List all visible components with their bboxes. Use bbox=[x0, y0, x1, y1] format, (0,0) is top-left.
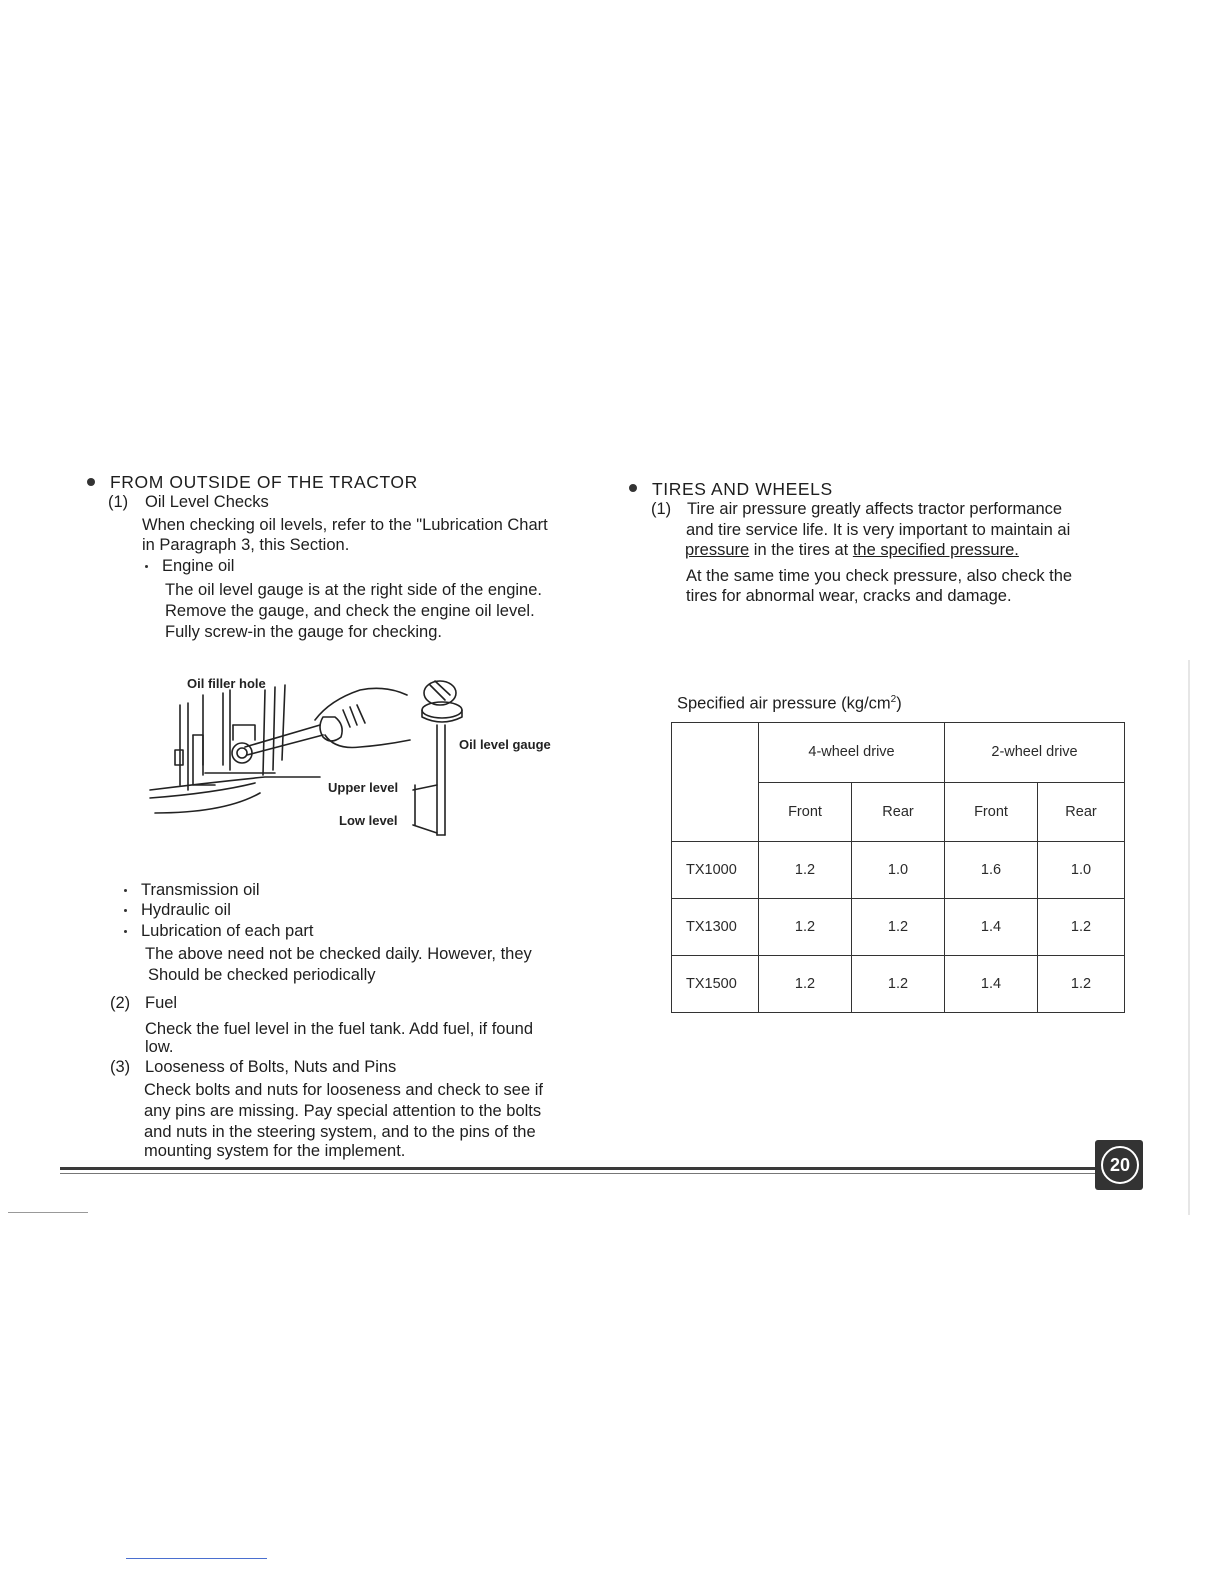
list-item: Hydraulic oil bbox=[124, 900, 231, 920]
item-title-fuel: Fuel bbox=[145, 994, 178, 1012]
sub-bullet bbox=[145, 565, 148, 568]
item-title-oil-level: Oil Level Checks bbox=[145, 493, 269, 511]
link-underline-artifact bbox=[126, 1558, 267, 1559]
label-upper-level: Upper level bbox=[328, 780, 399, 795]
item-number: (3) bbox=[110, 1058, 131, 1076]
body-line: and tire service life. It is very important to maintain ai bbox=[686, 521, 1071, 539]
footer-rule bbox=[60, 1167, 1100, 1170]
footer-rule-thin bbox=[60, 1173, 1100, 1174]
section-heading-tires: TIRES AND WHEELS bbox=[652, 479, 833, 499]
body-line: pressure in the tires at the specified pressure. bbox=[685, 541, 1019, 559]
body-line: in Paragraph 3, this Section. bbox=[142, 536, 350, 554]
section-bullet bbox=[87, 478, 95, 486]
scan-bottom-mark bbox=[8, 1212, 88, 1213]
table-row bbox=[672, 956, 1125, 1013]
engine-dipstick-drawing bbox=[145, 665, 475, 855]
label-low-level: Low level bbox=[339, 813, 398, 828]
body-line: Check bolts and nuts for looseness and check to see if bbox=[144, 1081, 543, 1099]
table-cell: 1.4 bbox=[945, 899, 1038, 956]
table-cell: 1.0 bbox=[852, 842, 945, 899]
section-bullet bbox=[629, 484, 637, 492]
page-number: 20 bbox=[1101, 1146, 1139, 1184]
body-line: low. bbox=[145, 1038, 174, 1056]
body-line: tires for abnormal wear, cracks and damage. bbox=[686, 587, 1012, 605]
body-line: Tire air pressure greatly affects tractor performance bbox=[687, 500, 1063, 518]
table-col-header: Front bbox=[945, 782, 1038, 842]
body-line: mounting system for the implement. bbox=[144, 1142, 406, 1160]
sub-item-engine-oil: Engine oil bbox=[145, 556, 234, 576]
table-cell-model: TX1500 bbox=[672, 956, 759, 1013]
body-line: Fully screw-in the gauge for checking. bbox=[165, 623, 442, 641]
body-line: and nuts in the steering system, and to the pins of the bbox=[144, 1123, 536, 1141]
scan-edge-line bbox=[1188, 660, 1190, 1215]
body-line: Check the fuel level in the fuel tank. Add fuel, if found bbox=[145, 1020, 533, 1038]
table-cell: 1.2 bbox=[852, 899, 945, 956]
sub-bullet bbox=[124, 930, 127, 933]
item-title-looseness: Looseness of Bolts, Nuts and Pins bbox=[145, 1058, 397, 1076]
table-cell: 1.2 bbox=[759, 842, 852, 899]
item-number: (2) bbox=[110, 994, 131, 1012]
table-col-header: Rear bbox=[1038, 782, 1125, 842]
item-number: (1) bbox=[108, 493, 129, 511]
sub-bullet bbox=[124, 909, 127, 912]
table-cell-model: TX1000 bbox=[672, 842, 759, 899]
body-line: The above need not be checked daily. However, they bbox=[145, 945, 532, 963]
oil-gauge-illustration bbox=[145, 665, 475, 855]
body-line: Should be checked periodically bbox=[148, 966, 376, 984]
table-cell-model: TX1300 bbox=[672, 899, 759, 956]
table-cell: 1.2 bbox=[759, 956, 852, 1013]
table-cell: 1.4 bbox=[945, 956, 1038, 1013]
table-caption: Specified air pressure $(kg/cm^2)$ bbox=[677, 694, 902, 713]
table-cell: 1.2 bbox=[1038, 956, 1125, 1013]
body-line: When checking oil levels, refer to the "Lubrication Chart bbox=[142, 516, 548, 534]
table-col-header: Rear bbox=[852, 782, 945, 842]
body-line: At the same time you check pressure, also check the bbox=[686, 567, 1073, 585]
body-line: any pins are missing. Pay special attention to the bolts bbox=[144, 1102, 542, 1120]
label-oil-level-gauge: Oil level gauge bbox=[459, 737, 551, 752]
table-cell: 1.2 bbox=[759, 899, 852, 956]
item-number: (1) bbox=[651, 500, 672, 518]
body-line: The oil level gauge is at the right side of the engine. bbox=[165, 581, 542, 599]
page-number-badge bbox=[1095, 1140, 1143, 1190]
label-oil-filler-hole: Oil filler hole bbox=[187, 676, 266, 691]
table-row bbox=[672, 842, 1125, 899]
section-heading-outside: FROM OUTSIDE OF THE TRACTOR bbox=[110, 472, 418, 492]
table-col-header: Front bbox=[759, 782, 852, 842]
list-item: Transmission oil bbox=[124, 880, 260, 900]
air-pressure-table bbox=[671, 722, 1125, 1013]
sub-bullet bbox=[124, 889, 127, 892]
table-cell: 1.6 bbox=[945, 842, 1038, 899]
table-row bbox=[672, 899, 1125, 956]
table-group-header: 2-wheel drive bbox=[945, 723, 1125, 783]
table-corner-cell bbox=[672, 723, 759, 842]
list-item: Lubrication of each part bbox=[124, 921, 313, 941]
table-cell: 1.2 bbox=[1038, 899, 1125, 956]
table-cell: 1.2 bbox=[852, 956, 945, 1013]
table-group-header: 4-wheel drive bbox=[759, 723, 945, 783]
body-line: Remove the gauge, and check the engine oil level. bbox=[165, 602, 535, 620]
table-cell: 1.0 bbox=[1038, 842, 1125, 899]
